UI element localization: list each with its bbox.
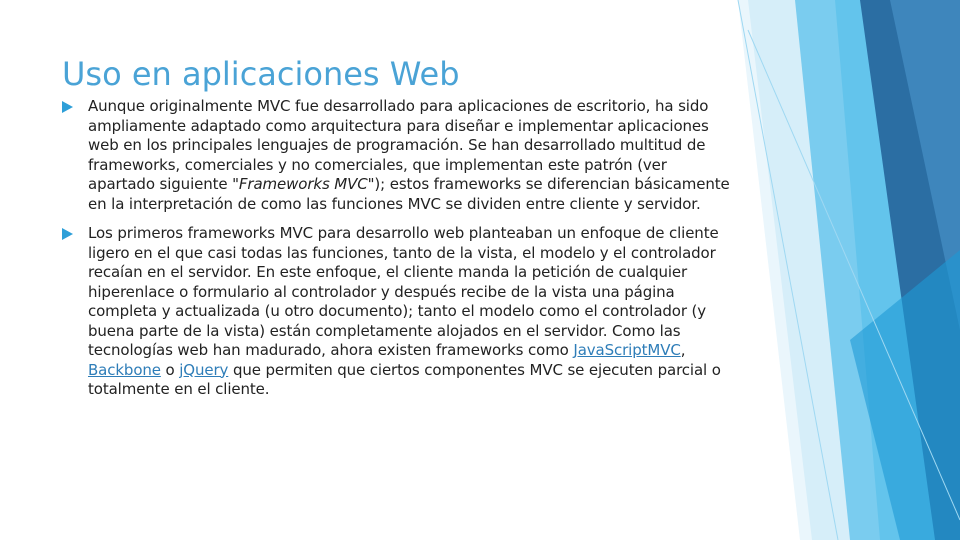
slide-title: Uso en aplicaciones Web — [62, 55, 460, 93]
bullet-1-text-end: "); estos frameworks se diferencian básicamente en la interpretación de como las funciones MVC se dividen entre cliente y servidor. — [88, 175, 730, 213]
bullet-2-text-start: Los primeros frameworks MVC para desarrollo web planteaban un enfoque de cliente ligero en el que casi todas las funciones, tanto de la vista, el modelo y el controlador recaían en el servidor. En este enfoque, el cliente manda la petición de cualquier hiperenlace o formulario al controlador y después recibe de la vista una página completa y actualizada (u otro documento); tanto el modelo como el controlador (y buena parte de la vista) están completamente alojados en el servidor. Como las tecnologías web han madurado, ahora existen frameworks como — [88, 224, 719, 359]
bullet-1-text-start: Aunque originalmente MVC fue desarrollado para aplicaciones de escritorio, ha sido ampliamente adaptado como arquitectura para diseñar e implementar aplicaciones web en los principales lenguajes de programación. Se han desarrollado multitud de frameworks, comerciales y no comerciales, que implementan este patrón (ver apartado siguiente " — [88, 97, 709, 193]
bullet-item-2 — [62, 224, 732, 400]
bullet-text-1 — [88, 97, 732, 214]
bullet-arrow-icon — [62, 101, 73, 113]
link-separator-1: , — [680, 341, 686, 359]
bullet-list — [62, 97, 732, 410]
frameworks-mvc-emphasis: Frameworks MVC — [238, 175, 368, 193]
bullet-2-text-end: que permiten que ciertos componentes MVC se ejecuten parcial o totalmente en el cliente. — [88, 360, 721, 398]
bullet-arrow-icon — [62, 228, 73, 240]
javascriptmvc-link[interactable]: JavaScriptMVC — [573, 341, 681, 359]
link-separator-2: o — [160, 360, 180, 379]
backbone-link[interactable]: Backbone — [88, 360, 161, 379]
bullet-text-2 — [88, 224, 732, 400]
bullet-item-1 — [62, 97, 732, 214]
jquery-link[interactable]: jQuery — [179, 360, 229, 379]
